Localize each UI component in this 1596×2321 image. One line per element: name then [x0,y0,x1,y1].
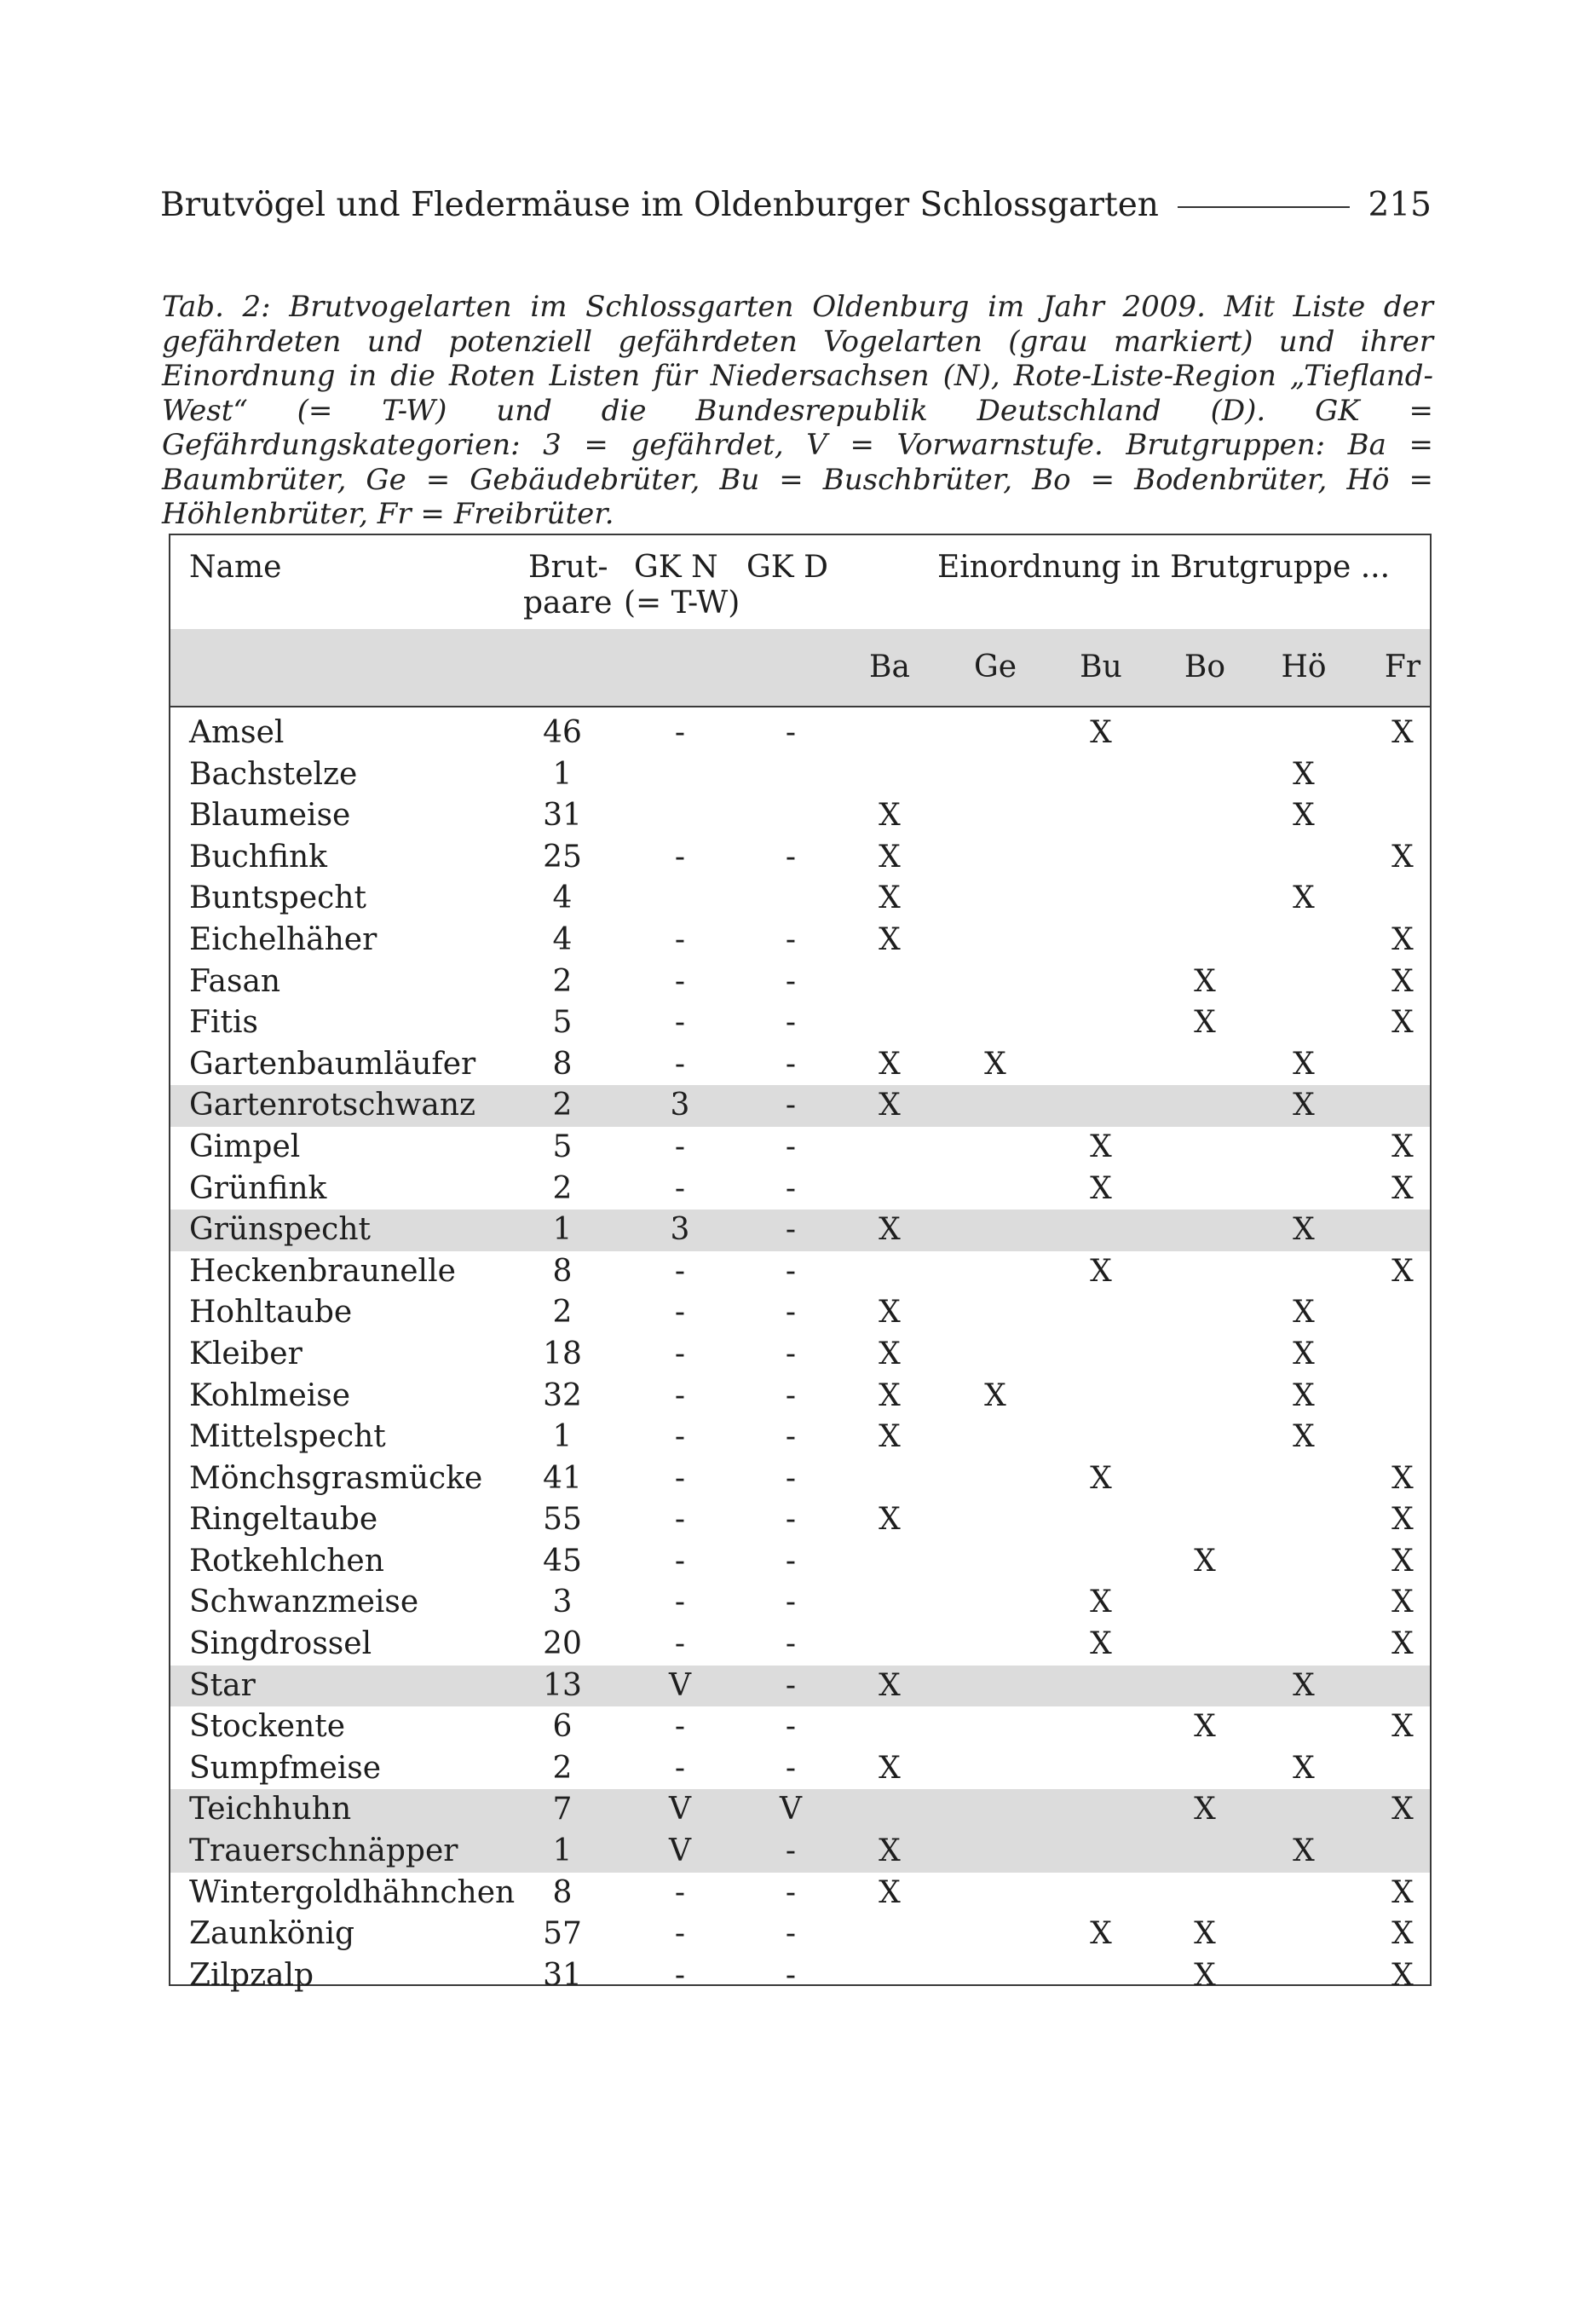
gk-d: - [785,1750,797,1786]
bird-table [169,534,1432,1993]
breeding-pairs: 6 [552,1709,573,1745]
table-row [170,1914,1430,1955]
table-row [170,1789,1430,1831]
group-ho: X [1293,798,1315,834]
gk-d: - [785,1460,797,1496]
group-ho: X [1293,1667,1315,1703]
gk-d: - [785,1046,797,1082]
breeding-pairs: 46 [543,715,582,750]
gk-d: - [785,839,797,875]
gk-d: - [785,1709,797,1745]
group-ho: X [1293,1212,1315,1248]
breeding-pairs: 2 [552,1295,573,1331]
species-name: Gartenrotschwanz [189,1088,475,1123]
species-name: Zaunkönig [189,1916,355,1952]
species-name: Grünfink [189,1170,327,1206]
table-row [170,713,1430,754]
gk-d: - [785,1005,797,1041]
group-fr: X [1391,1460,1414,1496]
species-name: Fasan [189,963,281,999]
breeding-pairs: 2 [552,963,573,999]
breeding-pairs: 2 [552,1088,573,1123]
breeding-pairs: 8 [552,1874,573,1910]
group-fr: X [1391,1543,1414,1579]
species-name: Kleiber [189,1336,302,1371]
group-ho: X [1293,1750,1315,1786]
species-name: Hohltaube [189,1295,353,1331]
gk-n: - [674,1585,686,1620]
species-name: Bachstelze [189,756,358,792]
gk-d: - [785,1874,797,1910]
group-fr: X [1391,1792,1414,1827]
header-fr: Fr [1384,650,1421,684]
group-fr: X [1391,921,1414,957]
table-header-row-2 [170,629,1430,707]
group-ba: X [879,1502,901,1538]
breeding-pairs: 1 [552,756,573,792]
group-bu: X [1090,1460,1112,1496]
group-ba: X [879,1874,901,1910]
gk-n: - [674,1502,686,1538]
table-row [170,1044,1430,1086]
breeding-pairs: 32 [543,1377,582,1413]
species-name: Mönchsgrasmücke [189,1460,483,1496]
group-bu: X [1090,1585,1112,1620]
table-row [170,837,1430,879]
group-bo: X [1194,1543,1216,1579]
group-ho: X [1293,1336,1315,1371]
header-ge: Ge [973,650,1017,684]
table-row [170,1334,1430,1376]
breeding-pairs: 55 [543,1502,582,1538]
group-ba: X [879,1419,901,1455]
species-name: Trauerschnäpper [189,1833,458,1869]
group-ba: X [879,1336,901,1371]
gk-n: - [674,1377,686,1413]
group-bu: X [1090,1253,1112,1289]
species-name: Buchfink [189,839,327,875]
species-name: Heckenbraunelle [189,1253,456,1289]
breeding-pairs: 1 [552,1212,573,1248]
group-ba: X [879,1833,901,1869]
table-row [170,920,1430,961]
breeding-pairs: 3 [552,1585,573,1620]
breeding-pairs: 1 [552,1833,573,1869]
table-row [170,1706,1430,1748]
gk-d: - [785,1377,797,1413]
gk-n: - [674,1419,686,1455]
breeding-pairs: 18 [543,1336,582,1371]
species-name: Eichelhäher [189,921,377,957]
table-row [170,1582,1430,1624]
group-ge: X [984,1046,1006,1082]
species-name: Schwanzmeise [189,1585,419,1620]
species-name: Rotkehlchen [189,1543,384,1579]
gk-n: - [674,1750,686,1786]
gk-d: - [785,715,797,750]
gk-d: V [780,1792,802,1827]
breeding-pairs: 31 [543,1957,582,1993]
group-ho: X [1293,1295,1315,1331]
group-bu: X [1090,1916,1112,1952]
gk-d: - [785,1212,797,1248]
species-name: Mittelspecht [189,1419,386,1455]
group-bo: X [1194,1957,1216,1993]
gk-d: - [785,1088,797,1123]
gk-n: - [674,1046,686,1082]
group-ge: X [984,1377,1006,1413]
gk-n: - [674,1170,686,1206]
header-brutpaare-line1: Brut- [528,550,608,585]
table-row [170,878,1430,920]
gk-d: - [785,921,797,957]
gk-d: - [785,1336,797,1371]
group-fr: X [1391,1874,1414,1910]
table-header-row-1 [170,535,1430,629]
gk-d: - [785,1626,797,1662]
group-fr: X [1391,715,1414,750]
breeding-pairs: 5 [552,1005,573,1041]
gk-n: - [674,1253,686,1289]
group-ba: X [879,839,901,875]
group-ba: X [879,798,901,834]
gk-n: V [669,1667,691,1703]
table-row [170,1955,1430,1997]
table-row [170,1499,1430,1541]
header-ba: Ba [869,650,910,684]
species-name: Gimpel [189,1129,301,1164]
header-ho: Hö [1281,650,1327,684]
table-row [170,1666,1430,1707]
gk-d: - [785,1129,797,1164]
breeding-pairs: 8 [552,1046,573,1082]
header-gkn-line2: (= T-W) [624,586,740,621]
gk-d: - [785,1585,797,1620]
group-ho: X [1293,756,1315,792]
table-row [170,1748,1430,1790]
group-ba: X [879,1046,901,1082]
group-bo: X [1194,1709,1216,1745]
header-brutgruppe: Einordnung in Brutgruppe ... [937,550,1391,585]
group-ba: X [879,1295,901,1331]
gk-n: - [674,1005,686,1041]
table-row [170,961,1430,1003]
gk-n: V [669,1833,691,1869]
group-ho: X [1293,1377,1315,1413]
breeding-pairs: 2 [552,1750,573,1786]
group-ho: X [1293,1419,1315,1455]
gk-n: - [674,1543,686,1579]
running-head-title: Brutvögel und Fledermäuse im Oldenburger Schlossgarten [160,185,1159,224]
table-row [170,1127,1430,1169]
gk-n: - [674,1916,686,1952]
breeding-pairs: 20 [543,1626,582,1662]
gk-n: - [674,1336,686,1371]
species-name: Kohlmeise [189,1377,351,1413]
gk-n: - [674,1709,686,1745]
group-fr: X [1391,1957,1414,1993]
group-fr: X [1391,1005,1414,1041]
group-fr: X [1391,839,1414,875]
gk-n: - [674,1460,686,1496]
gk-n: - [674,1295,686,1331]
group-fr: X [1391,1916,1414,1952]
table-caption: Tab. 2: Brutvogelarten im Schlossgarten Oldenburg im Jahr 2009. Mit Liste der gefährdeten und potenziell gefährdeten Vogelarten (grau markiert) und ihrer Einordnung in die Roten Listen für Niedersachsen (N), Rote-Liste-Region „Tiefland-West“ (= T-W) und die Bundesrepublik Deutschland (D). GK = Gefährdungskategorien: 3 = gefährdet, V = Vorwarnstufe. Brutgruppen: Ba = Baumbrüter, Ge = Gebäudebrüter, Bu = Buschbrüter, Bo = Bodenbrüter, Hö = Höhlenbrüter, Fr = Freibrüter. [162,290,1433,531]
gk-d: - [785,1667,797,1703]
gk-n: 3 [670,1088,690,1123]
gk-n: - [674,1957,686,1993]
gk-d: - [785,1253,797,1289]
header-gkd: GK D [746,550,828,585]
gk-n: - [674,1129,686,1164]
group-fr: X [1391,1129,1414,1164]
gk-n: - [674,715,686,750]
breeding-pairs: 13 [543,1667,582,1703]
group-bu: X [1090,1626,1112,1662]
group-ho: X [1293,1088,1315,1123]
group-ba: X [879,1667,901,1703]
header-brutpaare-line2: paare [523,586,613,621]
species-name: Stockente [189,1709,346,1745]
group-bo: X [1194,1792,1216,1827]
gk-d: - [785,1295,797,1331]
group-bo: X [1194,1005,1216,1041]
species-name: Singdrossel [189,1626,372,1662]
header-bu: Bu [1080,650,1122,684]
species-name: Fitis [189,1005,258,1041]
gk-d: - [785,1833,797,1869]
group-bu: X [1090,1170,1112,1206]
species-name: Sumpfmeise [189,1750,382,1786]
gk-d: - [785,963,797,999]
gk-d: - [785,1543,797,1579]
table-row [170,1210,1430,1251]
species-name: Wintergoldhähnchen [189,1874,516,1910]
group-fr: X [1391,1502,1414,1538]
table-row [170,1873,1430,1914]
gk-n: - [674,1874,686,1910]
header-bo: Bo [1184,650,1226,684]
breeding-pairs: 5 [552,1129,573,1164]
table-row [170,1624,1430,1666]
group-bo: X [1194,1916,1216,1952]
running-head-rule [1178,206,1350,208]
breeding-pairs: 8 [552,1253,573,1289]
page-number: 215 [1368,185,1432,224]
species-name: Gartenbaumläufer [189,1046,476,1082]
table-row [170,1541,1430,1583]
gk-d: - [785,1957,797,1993]
group-fr: X [1391,963,1414,999]
group-ba: X [879,1212,901,1248]
breeding-pairs: 2 [552,1170,573,1206]
group-ho: X [1293,880,1315,916]
species-name: Grünspecht [189,1212,371,1248]
running-head [160,181,1432,228]
table-row [170,795,1430,837]
group-ba: X [879,1750,901,1786]
gk-d: - [785,1170,797,1206]
gk-d: - [785,1916,797,1952]
breeding-pairs: 57 [543,1916,582,1952]
header-name: Name [189,550,282,585]
group-fr: X [1391,1253,1414,1289]
species-name: Blaumeise [189,798,351,834]
breeding-pairs: 31 [543,798,582,834]
table-body [170,713,1430,1996]
species-name: Zilpzalp [189,1957,314,1993]
breeding-pairs: 25 [543,839,582,875]
group-ho: X [1293,1046,1315,1082]
table-row [170,1831,1430,1873]
species-name: Buntspecht [189,880,366,916]
gk-d: - [785,1419,797,1455]
header-gkn-line1: GK N [634,550,718,585]
breeding-pairs: 45 [543,1543,582,1579]
group-fr: X [1391,1709,1414,1745]
group-ba: X [879,880,901,916]
group-bu: X [1090,1129,1112,1164]
gk-n: V [669,1792,691,1827]
table-row [170,1292,1430,1334]
species-name: Ringeltaube [189,1502,378,1538]
group-ba: X [879,1088,901,1123]
breeding-pairs: 4 [552,880,573,916]
breeding-pairs: 41 [543,1460,582,1496]
gk-n: - [674,839,686,875]
species-name: Teichhuhn [189,1792,352,1827]
species-name: Amsel [189,715,285,750]
group-fr: X [1391,1170,1414,1206]
breeding-pairs: 4 [552,921,573,957]
breeding-pairs: 7 [552,1792,573,1827]
table-row [170,754,1430,796]
group-bo: X [1194,963,1216,999]
table-row [170,1376,1430,1417]
table-row [170,1458,1430,1500]
gk-n: - [674,1626,686,1662]
group-fr: X [1391,1585,1414,1620]
group-bu: X [1090,715,1112,750]
group-ba: X [879,1377,901,1413]
table-row [170,1085,1430,1127]
gk-n: - [674,921,686,957]
group-ho: X [1293,1833,1315,1869]
breeding-pairs: 1 [552,1419,573,1455]
table-row [170,1002,1430,1044]
table-row [170,1417,1430,1458]
gk-n: 3 [670,1212,690,1248]
table-row [170,1169,1430,1210]
species-name: Star [189,1667,256,1703]
group-ba: X [879,921,901,957]
gk-n: - [674,963,686,999]
gk-d: - [785,1502,797,1538]
table-row [170,1251,1430,1293]
group-fr: X [1391,1626,1414,1662]
